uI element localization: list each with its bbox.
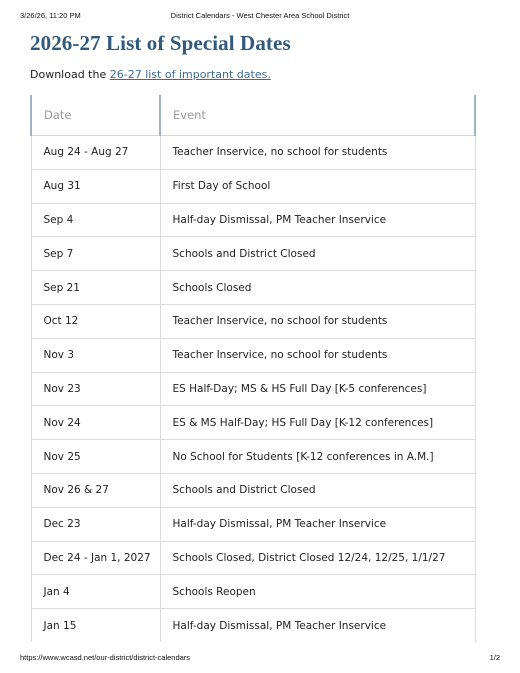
event-cell: Half-day Dismissal, PM Teacher Inservice [160,609,475,642]
table-row [31,440,475,474]
print-header [20,11,500,23]
print-footer [20,653,500,665]
table-row [31,304,475,338]
date-cell: Nov 24 [31,406,160,440]
table-row [31,338,475,372]
date-cell: Nov 23 [31,372,160,406]
date-cell: Dec 23 [31,507,160,541]
event-cell: No School for Students [K-12 conferences in A.M.] [160,440,475,474]
table-row [31,575,475,609]
table-row [31,271,475,305]
event-cell: Half-day Dismissal, PM Teacher Inservice [160,203,475,237]
download-link[interactable]: 26-27 list of important dates. [109,68,271,81]
table-row [31,406,475,440]
download-line [30,68,271,81]
date-cell: Jan 15 [31,609,160,642]
date-cell: Sep 7 [31,237,160,271]
date-cell: Dec 24 - Jan 1, 2027 [31,541,160,575]
date-cell: Sep 4 [31,203,160,237]
table-row [31,203,475,237]
print-url: https://www.wcasd.net/our-district/district-calendars [20,653,191,662]
event-cell: ES Half-Day; MS & HS Full Day [K-5 conferences] [160,372,475,406]
table-header-row [31,95,475,136]
event-cell: Schools Reopen [160,575,475,609]
print-datetime: 3/26/26, 11:20 PM [20,11,81,20]
event-cell: ES & MS Half-Day; HS Full Day [K-12 conferences] [160,406,475,440]
date-cell: Nov 25 [31,440,160,474]
table-row [31,507,475,541]
date-cell: Nov 3 [31,338,160,372]
date-cell: Sep 21 [31,271,160,305]
special-dates-table [30,95,476,642]
date-cell: Jan 4 [31,575,160,609]
download-prefix: Download the [30,68,110,81]
date-cell: Aug 31 [31,169,160,203]
event-cell: Schools and District Closed [160,473,475,507]
table-row [31,136,475,170]
table-row [31,609,475,642]
table-row [31,169,475,203]
event-cell: Half-day Dismissal, PM Teacher Inservice [160,507,475,541]
page-title: 2026-27 List of Special Dates [30,31,291,55]
column-header-event: Event [160,95,475,136]
event-cell: Schools and District Closed [160,237,475,271]
print-page-title: District Calendars - West Chester Area School District [170,11,350,20]
table-row [31,541,475,575]
date-cell: Nov 26 & 27 [31,473,160,507]
print-page-number: 1/2 [489,653,500,662]
event-cell: First Day of School [160,169,475,203]
event-cell: Teacher Inservice, no school for students [160,304,475,338]
date-cell: Aug 24 - Aug 27 [31,136,160,170]
date-cell: Oct 12 [31,304,160,338]
event-cell: Teacher Inservice, no school for students [160,136,475,170]
event-cell: Schools Closed [160,271,475,305]
event-cell: Teacher Inservice, no school for students [160,338,475,372]
column-header-date: Date [31,95,160,136]
table-body [31,136,475,642]
table-row [31,372,475,406]
event-cell: Schools Closed, District Closed 12/24, 12/25, 1/1/27 [160,541,475,575]
table-row [31,237,475,271]
table-row [31,473,475,507]
